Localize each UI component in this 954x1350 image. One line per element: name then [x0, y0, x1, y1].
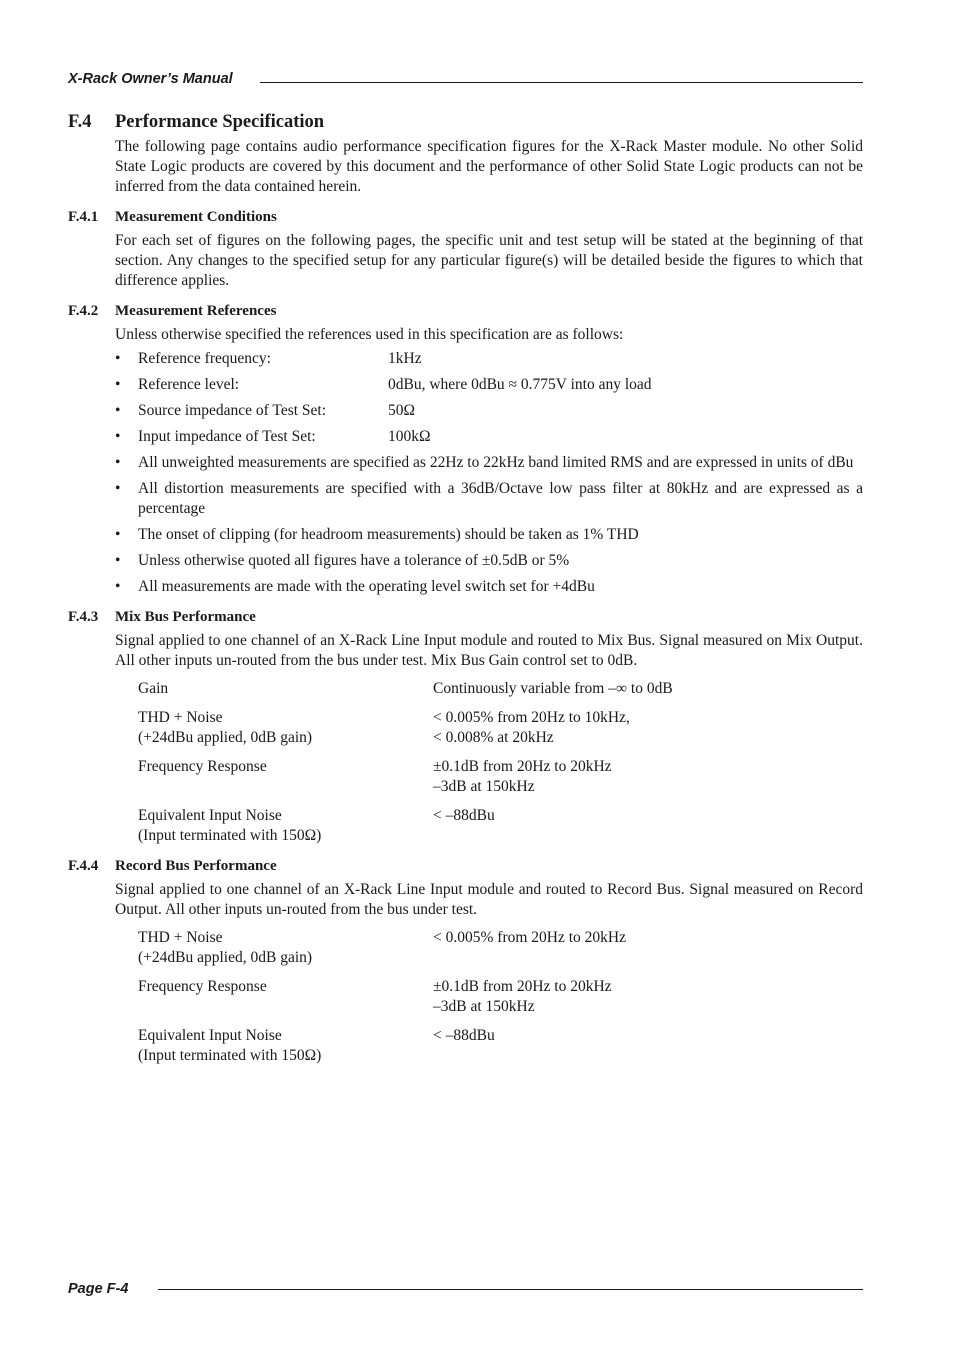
bullet: • [115, 526, 121, 543]
spec-value-line: < –88dBu [433, 807, 495, 824]
spec-value-line: < 0.008% at 20kHz [433, 729, 554, 746]
reference-label: Reference level: [138, 376, 240, 393]
recordbus-number: F.4.4 [68, 858, 99, 874]
list-item [115, 577, 863, 597]
spec-label-line: THD + Noise [138, 929, 223, 946]
list-item [115, 375, 863, 395]
list-item [115, 427, 863, 447]
spec-value-line: –3dB at 150kHz [433, 998, 535, 1015]
spec-value-line: –3dB at 150kHz [433, 778, 535, 795]
spec-label [138, 977, 433, 1017]
spec-value-line: ±0.1dB from 20Hz to 20kHz [433, 978, 612, 995]
spec-value-line: Continuously variable from –∞ to 0dB [433, 680, 673, 697]
reference-value: 50Ω [388, 402, 416, 419]
spec-label [138, 708, 433, 748]
spec-value [433, 928, 626, 968]
page-content [68, 112, 863, 1075]
section-heading [68, 112, 863, 133]
spec-value-line: < 0.005% from 20Hz to 10kHz, [433, 709, 630, 726]
spec-row [138, 977, 863, 1017]
spec-row [138, 806, 863, 846]
spec-value [433, 679, 673, 699]
spec-label-line: THD + Noise [138, 709, 223, 726]
mixbus-spec-table [138, 679, 863, 846]
mixbus-text: Signal applied to one channel of an X-Rack Line Input module and routed to Mix Bus. Signal measured on Mix Output. All other inputs un-routed from the bus under test. Mix Bus Gain control set to 0dB. [115, 632, 863, 669]
bullet: • [115, 552, 121, 569]
spec-value [433, 757, 612, 797]
header-rule [260, 82, 863, 83]
spec-label-line: Frequency Response [138, 978, 267, 995]
page-footer [68, 1281, 863, 1301]
list-item [115, 551, 863, 571]
spec-row [138, 1026, 863, 1066]
reference-label: Input impedance of Test Set: [138, 428, 316, 445]
footer-rule [158, 1289, 863, 1290]
bullet: • [115, 454, 121, 471]
spec-label-line: (Input terminated with 150Ω) [138, 1047, 322, 1064]
bullet: • [115, 480, 121, 497]
spec-row [138, 757, 863, 797]
list-item [115, 349, 863, 369]
recordbus-heading [68, 858, 863, 875]
list-item [115, 525, 863, 545]
references-title: Measurement References [115, 303, 277, 319]
spec-value-line: < –88dBu [433, 1027, 495, 1044]
reference-label: Source impedance of Test Set: [138, 402, 327, 419]
spec-row [138, 679, 863, 699]
list-item [115, 401, 863, 421]
reference-note: All distortion measurements are specified with a 36dB/Octave low pass filter at 80kHz and are expressed as a percentage [138, 480, 863, 517]
spec-row [138, 928, 863, 968]
mixbus-title: Mix Bus Performance [115, 609, 256, 625]
bullet: • [115, 578, 121, 595]
list-item [115, 479, 863, 519]
references-list [115, 349, 863, 597]
spec-label-line: (+24dBu applied, 0dB gain) [138, 729, 313, 746]
spec-label [138, 679, 433, 699]
conditions-heading [68, 209, 863, 226]
conditions-title: Measurement Conditions [115, 209, 277, 225]
spec-label-line: Equivalent Input Noise [138, 1027, 282, 1044]
spec-value-line: ±0.1dB from 20Hz to 20kHz [433, 758, 612, 775]
spec-label-line: (+24dBu applied, 0dB gain) [138, 949, 313, 966]
reference-value: 100kΩ [388, 428, 431, 445]
spec-label [138, 757, 433, 797]
references-number: F.4.2 [68, 303, 99, 319]
spec-label [138, 806, 433, 846]
reference-note: The onset of clipping (for headroom measurements) should be taken as 1% THD [138, 526, 639, 543]
section-title: Performance Specification [115, 112, 325, 132]
reference-note: All unweighted measurements are specified as 22Hz to 22kHz band limited RMS and are expressed in units of dBu [138, 454, 854, 471]
conditions-text: For each set of figures on the following pages, the specific unit and test setup will be stated at the beginning of that section. Any changes to the specified setup for any particular figure(s) will be detailed beside the figures to which that difference applies. [115, 232, 863, 289]
reference-value: 1kHz [388, 350, 422, 367]
spec-label [138, 1026, 433, 1066]
spec-value [433, 1026, 495, 1066]
list-item [115, 453, 863, 473]
references-intro: Unless otherwise specified the references used in this specification are as follows: [115, 326, 624, 343]
conditions-number: F.4.1 [68, 209, 99, 225]
bullet: • [115, 428, 121, 445]
reference-label: Reference frequency: [138, 350, 271, 367]
bullet: • [115, 402, 121, 419]
spec-value [433, 708, 630, 748]
reference-note: All measurements are made with the operating level switch set for +4dBu [138, 578, 595, 595]
spec-value [433, 977, 612, 1017]
spec-label-line: Equivalent Input Noise [138, 807, 282, 824]
section-number: F.4 [68, 112, 92, 132]
page-header [68, 71, 863, 91]
references-heading [68, 303, 863, 320]
page-number: Page F-4 [68, 1281, 129, 1297]
recordbus-title: Record Bus Performance [115, 858, 277, 874]
spec-label-line: (Input terminated with 150Ω) [138, 827, 322, 844]
mixbus-number: F.4.3 [68, 609, 99, 625]
bullet: • [115, 376, 121, 393]
spec-row [138, 708, 863, 748]
reference-note: Unless otherwise quoted all figures have a tolerance of ±0.5dB or 5% [138, 552, 570, 569]
spec-label-line: Gain [138, 680, 169, 697]
section-intro: The following page contains audio performance specification figures for the X-Rack Master module. No other Solid State Logic products are covered by this document and the performance of other Solid State Logic products can not be inferred from the data contained herein. [115, 138, 863, 195]
spec-label [138, 928, 433, 968]
recordbus-text: Signal applied to one channel of an X-Rack Line Input module and routed to Record Bus. Signal measured on Record Output. All other inputs un-routed from the bus under test. [115, 881, 863, 918]
bullet: • [115, 350, 121, 367]
recordbus-spec-table [138, 928, 863, 1066]
spec-value-line: < 0.005% from 20Hz to 20kHz [433, 929, 626, 946]
manual-title: X-Rack Owner’s Manual [68, 71, 233, 87]
spec-label-line: Frequency Response [138, 758, 267, 775]
mixbus-heading [68, 609, 863, 626]
reference-value: 0dBu, where 0dBu ≈ 0.775V into any load [388, 376, 652, 393]
spec-value [433, 806, 495, 846]
